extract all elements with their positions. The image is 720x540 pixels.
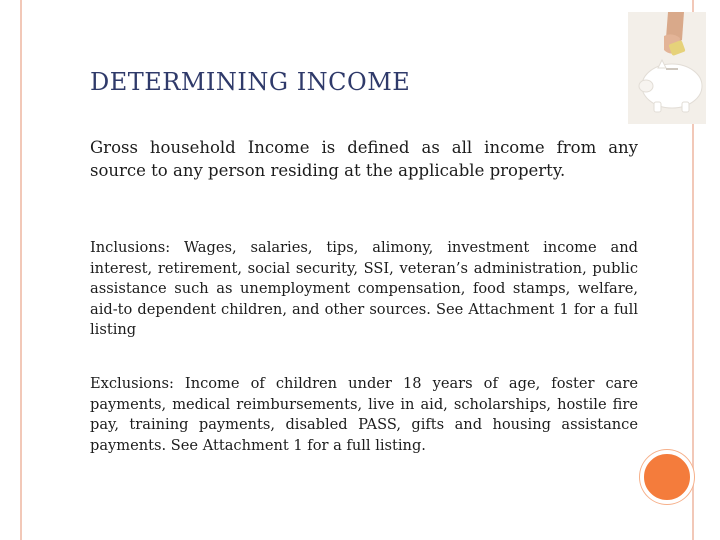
paragraph-gross-income: Gross household Income is defined as all income from any source to any person residing at the applicable property. xyxy=(90,138,638,180)
paragraph-inclusions: Inclusions: Wages, salaries, tips, alimony, investment income and interest, retirement, social security, SSI, veteran’s administration, public assistance such as unemployment compensation, food stamps, welfare, aid-to dependent children, and other sources. See Attachment 1 for a full listing xyxy=(90,239,638,338)
piggy-bank-photo-icon xyxy=(628,12,706,124)
slide-title: DETERMINING INCOME xyxy=(90,68,411,96)
left-decorative-rule xyxy=(20,0,22,540)
orange-circle-decoration xyxy=(640,450,694,504)
paragraph-exclusions: Exclusions: Income of children under 18 years of age, foster care payments, medical reimbursements, live in aid, scholarships, hostile fire pay, training payments, disabled PASS, gifts and housing assistance payments. See Attachment 1 for a full listing. xyxy=(90,375,638,454)
